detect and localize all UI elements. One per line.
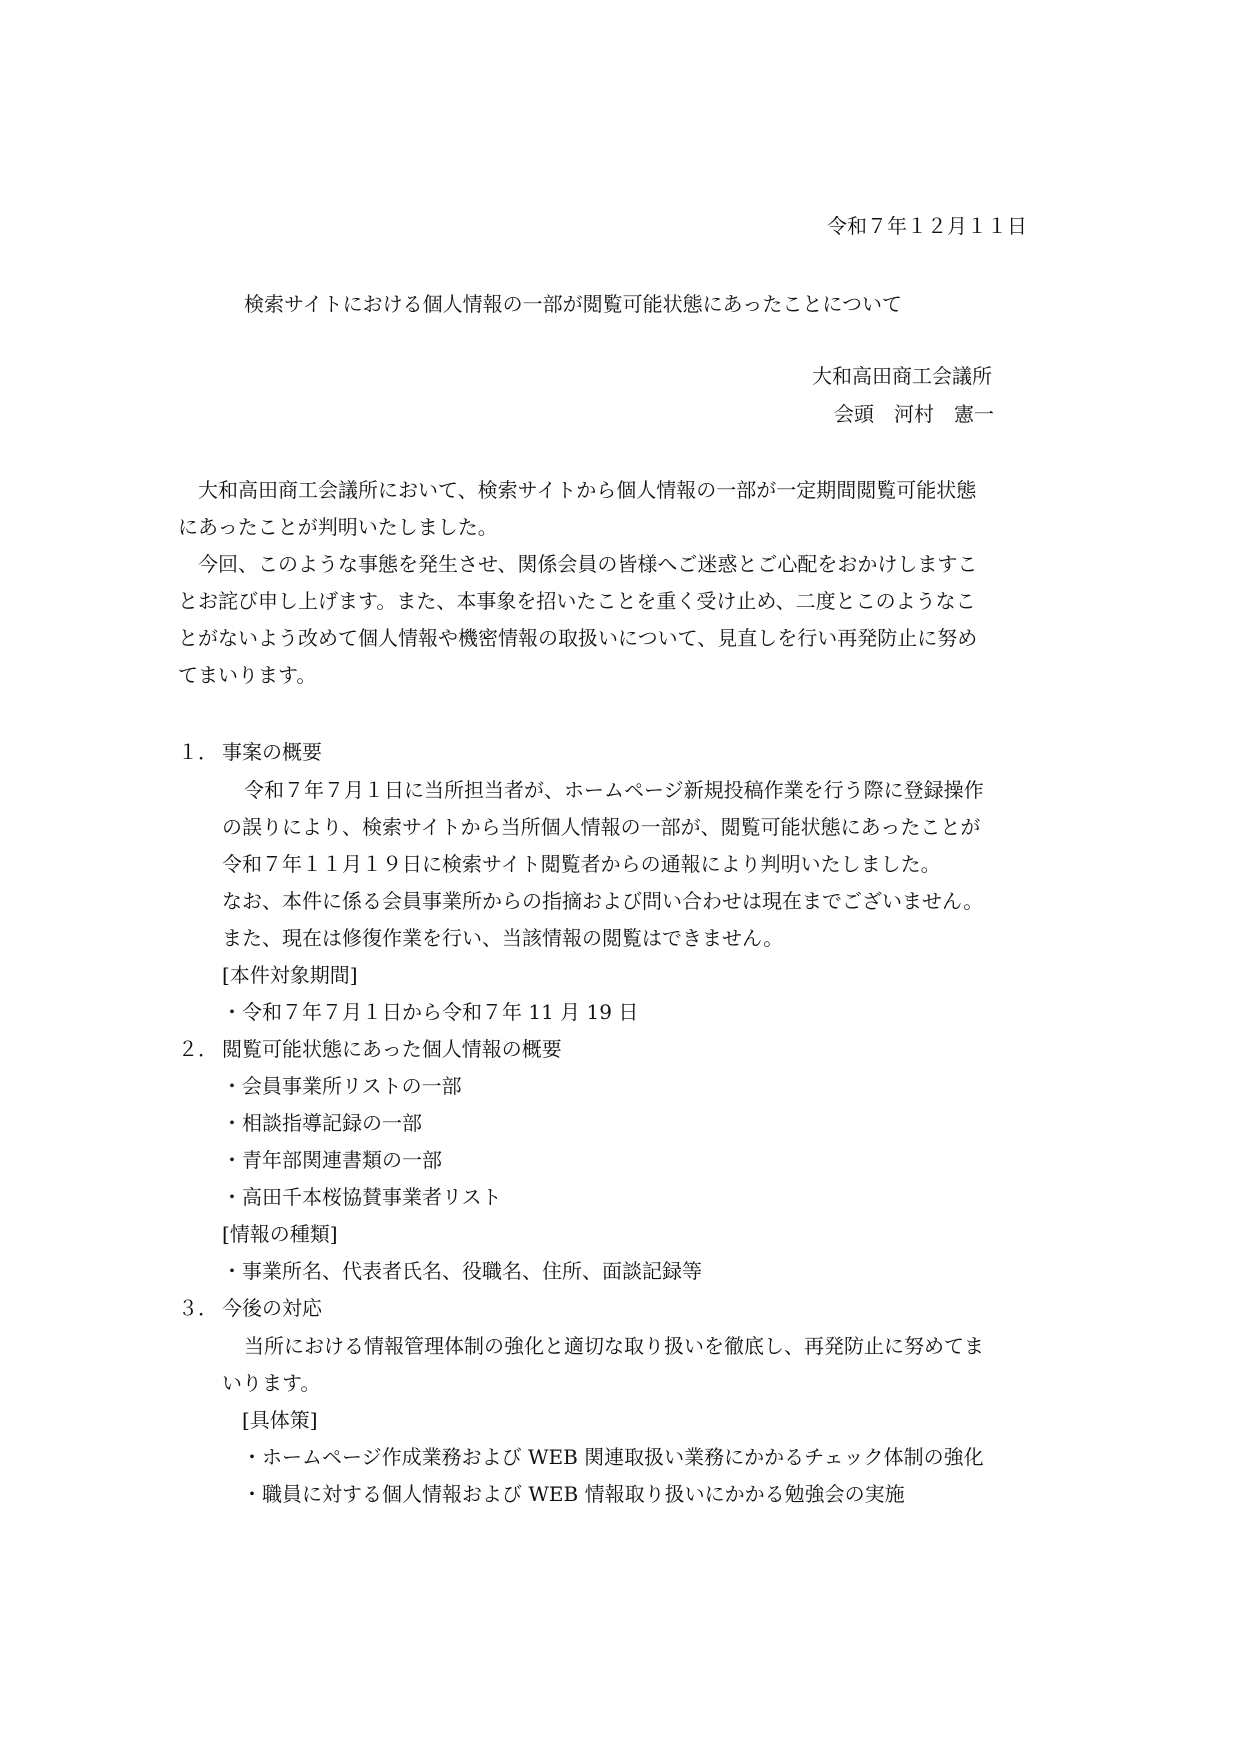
intro-p1-line: 大和高田商工会議所において、検索サイトから個人情報の一部が一定期間閲覧可能状態 xyxy=(198,478,977,502)
intro-p2-line: とお詫び申し上げます。また、本事象を招いたことを重く受け止め、二度とこのようなこ xyxy=(178,589,976,613)
section1-line: の誤りにより、検索サイトから当所個人情報の一部が、閲覧可能状態にあったことが xyxy=(222,815,981,839)
section1-period-label: [本件対象期間] xyxy=(222,963,358,987)
section2-list-item: ・青年部関連書類の一部 xyxy=(222,1148,442,1172)
document-date: 令和７年１２月１１日 xyxy=(827,214,1027,238)
section3-measure-item: ・職員に対する個人情報および WEB 情報取り扱いにかかる勉強会の実施 xyxy=(242,1482,905,1506)
section3-measure-item: ・ホームページ作成業務および WEB 関連取扱い業務にかかるチェック体制の強化 xyxy=(242,1445,984,1469)
section3-measures-label: [具体策] xyxy=(242,1408,318,1432)
section1-line: 令和７年１１月１９日に検索サイト閲覧者からの通報により判明いたしました。 xyxy=(222,852,941,876)
intro-p1-line: にあったことが判明いたしました。 xyxy=(178,515,498,539)
section2-list-item: ・相談指導記録の一部 xyxy=(222,1111,422,1135)
intro-p2-line: とがないよう改めて個人情報や機密情報の取扱いについて、見直しを行い再発防止に努め xyxy=(178,626,978,650)
section1-line: また、現在は修復作業を行い、当該情報の閲覧はできません。 xyxy=(222,926,784,950)
section1-line: 令和７年７月１日に当所担当者が、ホームページ新規投稿作業を行う際に登録操作 xyxy=(244,778,984,802)
section2-list-item: ・高田千本桜協賛事業者リスト xyxy=(222,1185,502,1209)
issuer-signer: 会頭 河村 憲一 xyxy=(834,402,994,426)
section2-list-item: ・会員事業所リストの一部 xyxy=(222,1074,462,1098)
section1-period-item: ・令和７年７月１日から令和７年 11 月 19 日 xyxy=(222,1000,639,1024)
issuer-organization: 大和高田商工会議所 xyxy=(812,364,992,388)
section2-types-label: [情報の種類] xyxy=(222,1222,338,1246)
section3-line: 当所における情報管理体制の強化と適切な取り扱いを徹底し、再発防止に努めてま xyxy=(244,1334,984,1358)
section2-heading: 閲覧可能状態にあった個人情報の概要 xyxy=(222,1037,562,1061)
section2-number: ２． xyxy=(178,1037,218,1061)
section2-types-item: ・事業所名、代表者氏名、役職名、住所、面談記録等 xyxy=(222,1259,702,1283)
section3-line: いります。 xyxy=(222,1371,321,1395)
intro-p2-line: 今回、このような事態を発生させ、関係会員の皆様へご迷惑とご心配をおかけしますこ xyxy=(198,552,978,576)
document-title: 検索サイトにおける個人情報の一部が閲覧可能状態にあったことについて xyxy=(244,292,902,316)
section1-line: なお、本件に係る会員事業所からの指摘および問い合わせは現在までございません。 xyxy=(222,889,984,913)
section1-number: １． xyxy=(178,740,218,764)
intro-p2-line: てまいります。 xyxy=(178,663,317,687)
section3-number: ３． xyxy=(178,1296,218,1320)
section3-heading: 今後の対応 xyxy=(222,1296,322,1320)
section1-heading: 事案の概要 xyxy=(222,740,322,764)
